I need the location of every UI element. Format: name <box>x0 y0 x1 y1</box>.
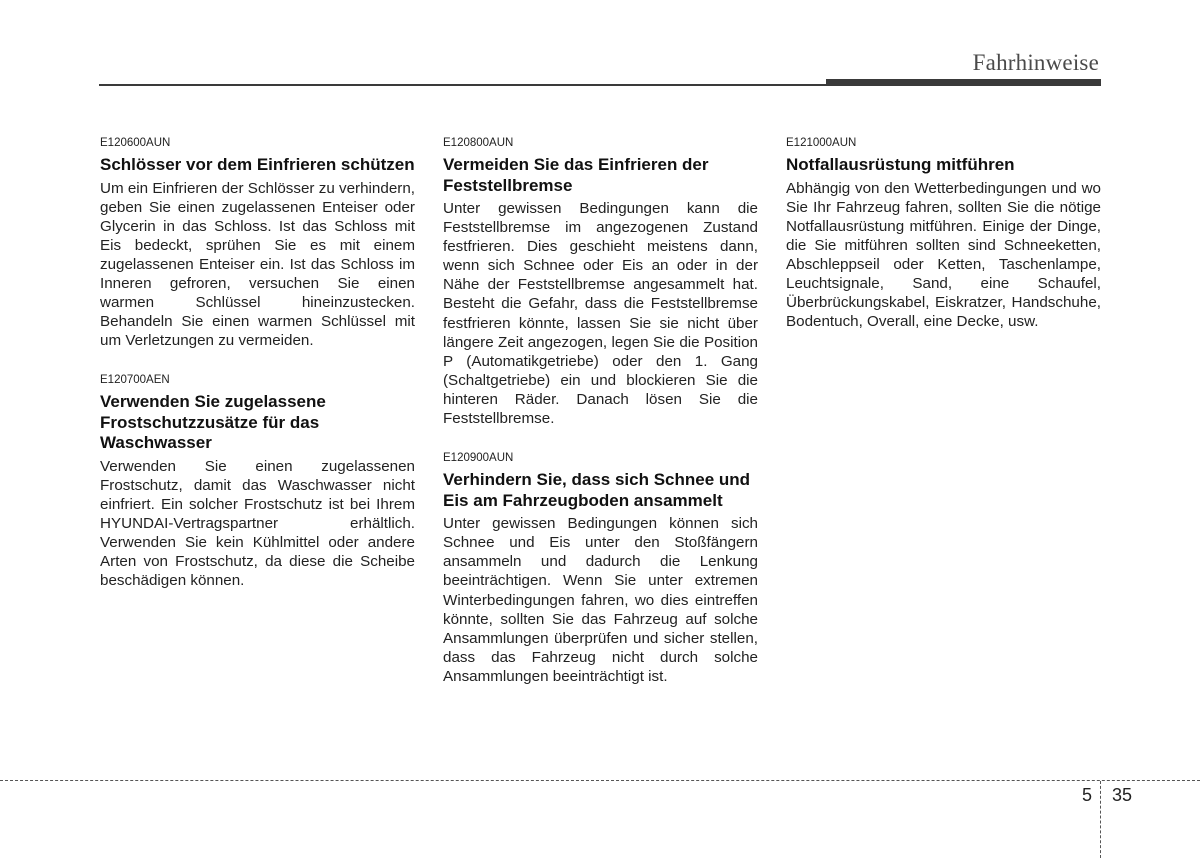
section-code: E120900AUN <box>443 452 514 465</box>
section-body: Unter gewissen Bedingungen kann die Feststellbremse im angezogenen Zustand festfrieren. Dies geschieht meistens dann, wenn sich Schnee oder Eis an oder in der Nähe der Feststellbremse angesammelt hat. Besteht die Gefahr, dass die Feststellbremse festfrieren könnte, lassen Sie sie nicht über längere Zeit angezogen, legen Sie die Position P (Automatikgetriebe) oder den 1. Gang (Schaltgetriebe) ein und blockieren Sie die hinteren Räder. Danach lösen Sie die Feststellbremse. <box>443 200 758 428</box>
column-left <box>100 135 415 613</box>
section-code: E120800AUN <box>443 137 514 149</box>
footer-rule <box>0 780 1200 781</box>
section-underbody-snow <box>443 450 758 686</box>
section-heading: Vermeiden Sie das Einfrieren der Feststellbremse <box>443 155 709 195</box>
section-lock-freezing <box>100 135 415 350</box>
footer-divider <box>1100 781 1101 858</box>
section-heading: Schlösser vor dem Einfrieren schützen <box>100 155 415 174</box>
header-rule <box>99 84 1101 86</box>
section-washer-antifreeze <box>100 372 415 590</box>
section-emergency-equipment <box>786 135 1101 331</box>
section-code: E120700AEN <box>100 374 170 387</box>
section-code: E121000AUN <box>786 137 857 149</box>
chapter-title: Fahrhinweise <box>972 50 1099 75</box>
section-body: Verwenden Sie einen zugelassenen Frostschutz, damit das Waschwasser nicht einfriert. Ein solcher Frostschutz ist bei Ihrem HYUNDAI-Vertragspartner erhältlich. Verwenden Sie kein Kühlmittel oder andere Arten von Frostschutz, da diese die Scheibe beschädigen können. <box>100 457 415 590</box>
section-parking-brake <box>443 135 758 428</box>
section-code: E120600AUN <box>100 137 171 149</box>
column-right <box>786 135 1101 353</box>
section-heading: Verhindern Sie, dass sich Schnee und Eis am Fahrzeugboden ansammelt <box>443 470 751 510</box>
section-heading: Verwenden Sie zugelassene Frostschutzzusätze für das Waschwasser <box>100 392 326 453</box>
section-heading: Notfallausrüstung mitführen <box>786 155 1015 174</box>
section-body: Um ein Einfrieren der Schlösser zu verhindern, geben Sie einen zugelassenen Enteiser oder Glycerin in das Schloss. Ist das Schloss mit Eis bedeckt, sprühen Sie es mit einem zugelassenen Enteiser ein. Ist das Schloss im Inneren gefroren, versuchen Sie einen warmen Schlüssel hineinzustecken. Behandeln Sie einen warmen Schlüssel mit um Verletzungen zu vermeiden. <box>100 179 415 350</box>
section-body: Abhängig von den Wetterbedingungen und wo Sie Ihr Fahrzeug fahren, sollten Sie die nötige Notfallausrüstung mitführen. Einige der Dinge, die Sie mitführen sollten sind Schneeketten, Abschleppseil oder Ketten, Taschenlampe, Leuchtsignale, Sand, eine Schaufel, Überbrückungskabel, Eiskratzer, Handschuhe, Bodentuch, Overall, eine Decke, usw. <box>786 179 1101 331</box>
column-middle <box>443 135 758 708</box>
page-number: 35 <box>1112 785 1133 805</box>
chapter-number: 5 <box>1082 785 1093 805</box>
section-body: Unter gewissen Bedingungen können sich Schnee und Eis unter den Stoßfängern ansammeln und dadurch die Lenkung beeinträchtigen. Wenn Sie unter extremen Winterbedingungen fahren, wo dies eintreffen könnte, sollten Sie das Fahrzeug auf solche Ansammlungen überprüfen und sicher stellen, dass das Fahrzeug nicht durch solche Ansammlungen beeinträchtigt ist. <box>443 515 758 685</box>
